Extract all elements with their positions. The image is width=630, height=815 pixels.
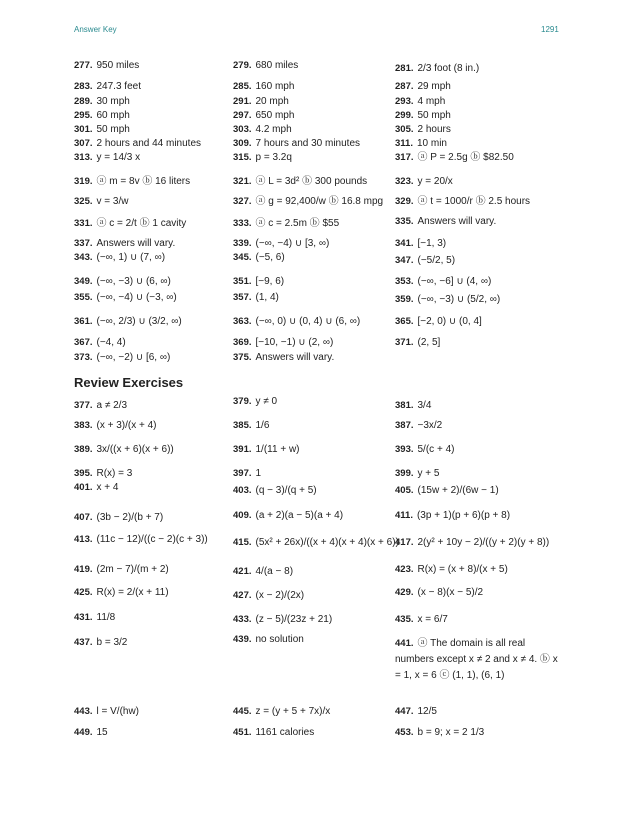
exercise-number: 409.: [233, 510, 252, 521]
exercise-number: 415.: [233, 537, 252, 548]
exercise-number: 403.: [233, 485, 252, 496]
exercise-number: 417.: [395, 537, 414, 548]
answer-text: b = 9; x = 2 1/3: [417, 727, 485, 738]
answer-item: [395, 400, 431, 412]
exercise-number: 325.: [74, 196, 93, 207]
exercise-number: 421.: [233, 566, 252, 577]
exercise-number: 393.: [395, 444, 414, 455]
answer-item: [74, 564, 169, 576]
answer-item: [395, 176, 453, 188]
exercise-number: 427.: [233, 590, 252, 601]
exercise-number: 329.: [395, 196, 414, 207]
answer-item: [74, 238, 175, 250]
exercise-number: 363.: [233, 316, 252, 327]
answer-text: x + 4: [96, 482, 119, 493]
exercise-number: 447.: [395, 706, 414, 717]
exercise-number: 361.: [74, 316, 93, 327]
answer-text: (11c − 12)/((c − 2)(c + 3)): [96, 534, 208, 545]
exercise-number: 351.: [233, 276, 252, 287]
answer-text: (x + 3)/(x + 4): [96, 420, 157, 431]
answer-item: [233, 176, 367, 188]
answer-item: [74, 152, 140, 164]
answer-text: 50 mph: [417, 110, 451, 121]
answer-item: [74, 482, 118, 494]
answer-text: ⓐ g = 92,400/w ⓑ 16.8 mpg: [255, 196, 384, 207]
answer-item: [74, 81, 141, 93]
answer-text: 30 mph: [96, 96, 130, 107]
answer-text: 12/5: [417, 706, 437, 717]
answer-item: [395, 152, 514, 164]
answer-text: ⓐ c = 2/t ⓑ 1 cavity: [96, 218, 187, 229]
answer-item: [233, 566, 293, 578]
answer-text: (−∞, −2) ∪ [6, ∞): [96, 352, 171, 363]
exercise-number: 439.: [233, 634, 252, 645]
answer-item: [233, 196, 383, 208]
exercise-number: 343.: [74, 252, 93, 263]
exercise-number: 431.: [74, 612, 93, 623]
answer-item: [74, 110, 130, 122]
answer-item: [395, 468, 439, 480]
answer-text: [−9, 6): [255, 276, 285, 287]
answer-item: [233, 316, 360, 328]
exercise-number: 291.: [233, 96, 252, 107]
answer-item: [74, 706, 139, 718]
answer-item: [74, 292, 177, 304]
answer-text: y = 14/3 x: [96, 152, 141, 163]
exercise-number: 373.: [74, 352, 93, 363]
exercise-number: 443.: [74, 706, 93, 717]
answer-text: −3x/2: [417, 420, 443, 431]
answer-item: [395, 276, 491, 288]
exercise-number: 399.: [395, 468, 414, 479]
answer-text: (1, 4): [255, 292, 279, 303]
answer-text: ⓐ t = 1000/r ⓑ 2.5 hours: [417, 196, 531, 207]
answer-item: [74, 587, 169, 599]
exercise-number: 333.: [233, 218, 252, 229]
answer-text: 247.3 feet: [96, 81, 141, 92]
answer-item: [395, 316, 482, 328]
answer-text: b = 3/2: [96, 637, 128, 648]
answer-text: [−1, 3): [417, 238, 447, 249]
answer-item: [395, 537, 549, 549]
exercise-number: 335.: [395, 216, 414, 227]
answer-text: (−4, 4): [96, 337, 126, 348]
answer-item: [74, 252, 165, 264]
answer-text: y + 5: [417, 468, 440, 479]
answer-item: [233, 468, 261, 480]
exercise-number: 433.: [233, 614, 252, 625]
answer-item: [395, 255, 455, 267]
exercise-number: 355.: [74, 292, 93, 303]
answer-item: [233, 138, 360, 150]
exercise-number: 279.: [233, 60, 252, 71]
answer-item: [395, 216, 496, 228]
answer-item: [395, 124, 451, 136]
answer-text: (3b − 2)/(b + 7): [96, 512, 164, 523]
answer-item: [74, 444, 174, 456]
answer-item: [395, 110, 451, 122]
answer-text: 15: [96, 727, 108, 738]
answer-text: (−∞, 0) ∪ (0, 4) ∪ (6, ∞): [255, 316, 361, 327]
answer-text: (2m − 7)/(m + 2): [96, 564, 169, 575]
answer-item: [233, 276, 284, 288]
exercise-number: 391.: [233, 444, 252, 455]
answer-text: ⓐ c = 2.5m ⓑ $55: [255, 218, 340, 229]
answer-text: (−5/2, 5): [417, 255, 456, 266]
exercise-number: 371.: [395, 337, 414, 348]
answer-item: [233, 238, 329, 250]
exercise-number: 423.: [395, 564, 414, 575]
answer-text: Answers will vary.: [96, 238, 176, 249]
exercise-number: 359.: [395, 294, 414, 305]
answer-text: p = 3.2q: [255, 152, 292, 163]
answer-item: [74, 60, 139, 72]
exercise-number: 385.: [233, 420, 252, 431]
answer-text: (3p + 1)(p + 6)(p + 8): [416, 510, 511, 521]
exercise-number: 349.: [74, 276, 93, 287]
exercise-number: 401.: [74, 482, 93, 493]
answer-text: y ≠ 0: [255, 396, 278, 407]
exercise-number: 309.: [233, 138, 252, 149]
exercise-number: 375.: [233, 352, 252, 363]
answer-text: [−10, −1) ∪ (2, ∞): [255, 337, 334, 348]
answer-item: [74, 612, 115, 624]
exercise-number: 321.: [233, 176, 252, 187]
answer-text: Answers will vary.: [255, 352, 335, 363]
exercise-number: 331.: [74, 218, 93, 229]
answer-item: [74, 176, 190, 188]
exercise-number: 299.: [395, 110, 414, 121]
answer-item: [395, 63, 479, 75]
answer-item: [233, 420, 269, 432]
answer-text: (z − 5)/(23z + 21): [255, 614, 333, 625]
answer-text: 2 hours and 44 minutes: [96, 138, 202, 149]
exercise-number: 319.: [74, 176, 93, 187]
answer-item: [74, 637, 127, 649]
answer-text: (−∞, 1) ∪ (7, ∞): [96, 252, 166, 263]
answer-text: R(x) = 2/(x + 11): [96, 587, 169, 598]
answer-item: [74, 337, 126, 349]
answer-text: l = V/(hw): [96, 706, 140, 717]
exercise-number: 441.: [395, 638, 414, 649]
answer-item: [233, 590, 304, 602]
exercise-number: 365.: [395, 316, 414, 327]
answer-item: [395, 510, 510, 522]
answer-item: [395, 238, 446, 250]
answer-text: (−∞, 2/3) ∪ (3/2, ∞): [96, 316, 182, 327]
exercise-number: 293.: [395, 96, 414, 107]
answer-text: 160 mph: [255, 81, 295, 92]
answer-item: [233, 614, 332, 626]
answer-text: 29 mph: [417, 81, 451, 92]
exercise-number: 445.: [233, 706, 252, 717]
answer-text: v = 3/w: [96, 196, 129, 207]
exercise-number: 377.: [74, 400, 93, 411]
exercise-number: 341.: [395, 238, 414, 249]
answer-text: 4.2 mph: [255, 124, 292, 135]
exercise-number: 425.: [74, 587, 93, 598]
exercise-number: 367.: [74, 337, 93, 348]
exercise-number: 311.: [395, 138, 413, 149]
answer-text: 3/4: [417, 400, 432, 411]
exercise-number: 289.: [74, 96, 93, 107]
answer-text: [−2, 0) ∪ (0, 4]: [417, 316, 482, 327]
answer-item: [395, 138, 447, 150]
exercise-number: 353.: [395, 276, 414, 287]
answer-item: [395, 727, 484, 739]
answer-text: 1/(11 + w): [255, 444, 300, 455]
answer-item: [395, 420, 442, 432]
exercise-number: 387.: [395, 420, 414, 431]
answer-item: [233, 252, 285, 264]
exercise-number: 419.: [74, 564, 93, 575]
answer-item: [233, 152, 292, 164]
answer-item: [74, 534, 208, 546]
answer-item: [233, 396, 277, 408]
exercise-number: 327.: [233, 196, 252, 207]
answer-text: no solution: [255, 634, 304, 645]
answer-text: Answers will vary.: [417, 216, 497, 227]
exercise-number: 383.: [74, 420, 93, 431]
exercise-number: 437.: [74, 637, 93, 648]
answer-text: ⓐ The domain is all real numbers except x ≠ 2 and x ≠ 4. ⓑ x = 1, x = 6 ⓒ (1, 1), (6, 1): [395, 638, 558, 681]
answer-text: 4/(a − 8): [255, 566, 294, 577]
exercise-number: 337.: [74, 238, 93, 249]
answer-item: [233, 485, 317, 497]
answer-item: [74, 400, 127, 412]
answer-item: [233, 81, 294, 93]
answer-item: [395, 81, 451, 93]
answer-text: 10 min: [416, 138, 447, 149]
exercise-number: 379.: [233, 396, 252, 407]
answer-item: [74, 727, 108, 739]
exercise-number: 413.: [74, 534, 93, 545]
exercise-number: 405.: [395, 485, 414, 496]
answer-text: (2, 5]: [417, 337, 441, 348]
answer-text: 680 miles: [255, 60, 299, 71]
answer-item: [74, 352, 170, 364]
answer-item: [233, 96, 289, 108]
exercise-number: 347.: [395, 255, 414, 266]
answer-text: (x − 2)/(2x): [255, 590, 305, 601]
answer-text: 2/3 foot (8 in.): [417, 63, 480, 74]
answer-item: [395, 96, 445, 108]
answer-text: a ≠ 2/3: [96, 400, 128, 411]
running-header-title: Answer Key: [74, 25, 117, 34]
answer-item: [74, 124, 130, 136]
answer-item: [395, 614, 448, 626]
answer-text: (−∞, −4) ∪ (−3, ∞): [96, 292, 177, 303]
exercise-number: 307.: [74, 138, 93, 149]
answer-text: (−∞, −3) ∪ (5/2, ∞): [417, 294, 501, 305]
answer-item: [233, 292, 279, 304]
answer-text: x = 6/7: [417, 614, 448, 625]
answer-text: ⓐ P = 2.5g ⓑ $82.50: [417, 152, 514, 163]
exercise-number: 277.: [74, 60, 93, 71]
answer-item: [395, 564, 508, 576]
answer-item: [74, 512, 163, 524]
answer-text: (5x² + 26x)/((x + 4)(x + 4)(x + 6)): [255, 537, 399, 548]
answer-text: 950 miles: [96, 60, 140, 71]
exercise-number: 449.: [74, 727, 93, 738]
answer-item: [233, 510, 343, 522]
exercise-number: 397.: [233, 468, 252, 479]
exercise-number: 287.: [395, 81, 414, 92]
exercise-number: 339.: [233, 238, 252, 249]
exercise-number: 285.: [233, 81, 252, 92]
answer-text: 20 mph: [255, 96, 289, 107]
answer-text: y = 20/x: [417, 176, 453, 187]
answer-text: (−∞, −3) ∪ (6, ∞): [96, 276, 171, 287]
answer-text: ⓐ L = 3d² ⓑ 300 pounds: [255, 176, 368, 187]
answer-item: [233, 337, 333, 349]
section-title: Review Exercises: [74, 375, 184, 390]
answer-item: [74, 316, 182, 328]
answer-text: z = (y + 5 + 7x)/x: [255, 706, 331, 717]
exercise-number: 305.: [395, 124, 414, 135]
answer-text: 3x/((x + 6)(x + 6)): [96, 444, 174, 455]
exercise-number: 345.: [233, 252, 252, 263]
answer-item: [395, 294, 500, 306]
answer-item: [233, 218, 339, 230]
answer-text: 50 mph: [96, 124, 130, 135]
exercise-number: 301.: [74, 124, 93, 135]
answer-item: [74, 138, 201, 150]
answer-item: [74, 468, 132, 480]
answer-text: (x − 8)(x − 5)/2: [417, 587, 484, 598]
answer-text: 7 hours and 30 minutes: [255, 138, 361, 149]
answer-text: 1161 calories: [255, 727, 315, 738]
answer-text: R(x) = (x + 8)/(x + 5): [417, 564, 508, 575]
exercise-number: 303.: [233, 124, 252, 135]
exercise-number: 357.: [233, 292, 252, 303]
answer-text: (15w + 2)/(6w − 1): [417, 485, 499, 496]
answer-item: [233, 444, 300, 456]
answer-text: R(x) = 3: [96, 468, 133, 479]
answer-text: 1: [255, 468, 262, 479]
answer-item: [395, 337, 440, 349]
answer-item: [74, 218, 186, 230]
answer-text: 650 mph: [255, 110, 295, 121]
page-number: 1291: [541, 25, 559, 34]
answer-item: [233, 110, 294, 122]
answer-text: (−5, 6): [255, 252, 285, 263]
exercise-number: 315.: [233, 152, 252, 163]
answer-item: [395, 485, 499, 497]
answer-item: [74, 196, 128, 208]
answer-item: [395, 706, 437, 718]
answer-text: 2 hours: [417, 124, 451, 135]
exercise-number: 281.: [395, 63, 414, 74]
answer-item: [74, 96, 130, 108]
answer-text: 4 mph: [417, 96, 446, 107]
exercise-number: 283.: [74, 81, 93, 92]
answer-text: (−∞, −4) ∪ [3, ∞): [255, 238, 330, 249]
answer-text: 2(y² + 10y − 2)/((y + 2)(y + 8)): [417, 537, 550, 548]
answer-text: 5/(c + 4): [417, 444, 455, 455]
exercise-number: 297.: [233, 110, 252, 121]
answer-item: [233, 124, 292, 136]
answer-item: [74, 276, 171, 288]
exercise-number: 407.: [74, 512, 93, 523]
answer-text: 60 mph: [96, 110, 130, 121]
answer-text: (a + 2)(a − 5)(a + 4): [255, 510, 344, 521]
answer-text: 1/6: [255, 420, 270, 431]
answer-item: [233, 537, 399, 549]
answer-item: [233, 706, 330, 718]
exercise-number: 411.: [395, 510, 413, 521]
answer-item: [233, 727, 314, 739]
answer-text: (−∞, −6] ∪ (4, ∞): [417, 276, 492, 287]
exercise-number: 317.: [395, 152, 414, 163]
answer-item: [233, 60, 298, 72]
exercise-number: 313.: [74, 152, 93, 163]
answer-text: ⓐ m = 8v ⓑ 16 liters: [96, 176, 191, 187]
exercise-number: 369.: [233, 337, 252, 348]
exercise-number: 381.: [395, 400, 414, 411]
exercise-number: 435.: [395, 614, 414, 625]
exercise-number: 453.: [395, 727, 414, 738]
answer-item: [395, 587, 483, 599]
answer-item: [74, 420, 157, 432]
exercise-number: 429.: [395, 587, 414, 598]
exercise-number: 395.: [74, 468, 93, 479]
exercise-number: 389.: [74, 444, 93, 455]
answer-text: (q − 3)/(q + 5): [255, 485, 317, 496]
answer-item: [233, 352, 334, 364]
exercise-number: 295.: [74, 110, 93, 121]
exercise-number: 323.: [395, 176, 414, 187]
answer-item: [395, 444, 454, 456]
answer-item: [395, 636, 560, 684]
exercise-number: 451.: [233, 727, 252, 738]
answer-item: [233, 634, 304, 646]
answer-item: [395, 196, 530, 208]
answer-text: 11/8: [96, 612, 116, 623]
